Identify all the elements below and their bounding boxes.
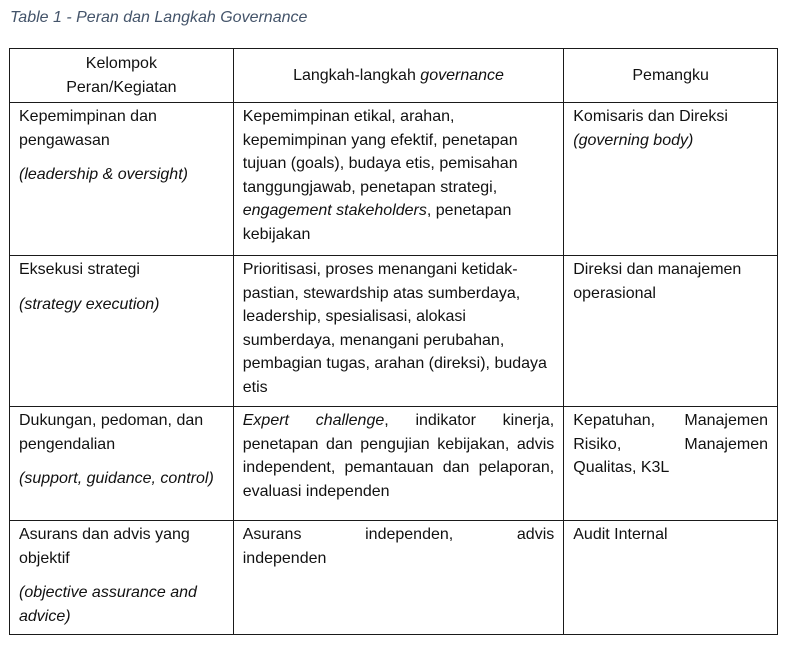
header-steps-italic: governance — [420, 66, 504, 84]
header-role-group — [10, 49, 234, 103]
role-cell — [10, 256, 234, 407]
holder-cell — [564, 103, 778, 256]
governance-table — [9, 48, 778, 635]
steps-line1: Asurans independen, advis — [242, 526, 555, 543]
header-holder-label: Pemangku — [632, 66, 709, 84]
steps-text: Prioritisasi, proses menangani ketidak-pastian, stewardship atas sumberdaya, leadership, spesialisasi, alokasi sumberdaya, menangani perubahan, pembagian tugas, arahan (direksi), budaya etis — [242, 261, 547, 396]
holder-cell — [564, 256, 778, 407]
header-role-line2: Peran/Kegiatan — [66, 78, 177, 96]
role-name: Asurans dan advis yang objektif — [19, 526, 190, 567]
holder-cell — [564, 521, 778, 635]
steps-italic: Expert challenge — [242, 412, 385, 429]
role-english: (support, guidance, control) — [19, 470, 214, 487]
header-steps-plain: Langkah-langkah — [293, 66, 421, 84]
table-row — [10, 256, 778, 407]
header-steps — [233, 49, 564, 103]
holder-name: Komisaris dan Direksi — [573, 108, 728, 125]
role-name: Eksekusi strategi — [19, 261, 140, 278]
role-english: (leadership & oversight) — [19, 166, 188, 183]
holder-name: Direksi dan manajemen operasional — [573, 261, 742, 302]
steps-cell — [233, 103, 564, 256]
table-row — [10, 521, 778, 635]
steps-tail: , penetapan kebijakan — [242, 202, 512, 243]
steps-cell — [233, 521, 564, 635]
holder-name: Kepatuhan, Manajemen Risiko, Manajemen Qualitas, K3L — [573, 412, 768, 476]
table-row — [10, 103, 778, 256]
header-role-line1: Kelompok — [85, 55, 157, 72]
header-holder — [564, 49, 778, 103]
role-cell — [10, 103, 234, 256]
steps-cell — [233, 407, 564, 521]
header-row — [10, 49, 778, 103]
table-caption: Table 1 - Peran dan Langkah Governance — [10, 9, 308, 26]
holder-name: Audit Internal — [573, 526, 668, 543]
steps-tail: , indikator kinerja, penetapan dan pengujian kebijakan, advis independent, pemantauan dan pelaporan, evaluasi independen — [242, 412, 555, 500]
steps-cell — [233, 256, 564, 407]
role-english: (strategy execution) — [19, 295, 160, 313]
role-cell — [10, 407, 234, 521]
holder-cell — [564, 407, 778, 521]
table-row — [10, 407, 778, 521]
role-name: Dukungan, pedoman, dan pengendalian — [19, 412, 204, 453]
role-cell — [10, 521, 234, 635]
role-name: Kepemimpinan dan pengawasan — [19, 108, 157, 149]
steps-text: Kepemimpinan etikal, arahan, kepemimpinan yang efektif, penetapan tujuan (goals), budaya etis, pemisahan tanggungjawab, penetapan strategi, — [242, 108, 518, 196]
role-english: (objective assurance and advice) — [19, 584, 197, 625]
steps-italic: engagement stakeholders — [242, 202, 427, 219]
steps-line2: independen — [242, 549, 327, 567]
holder-english: (governing body) — [573, 131, 694, 149]
